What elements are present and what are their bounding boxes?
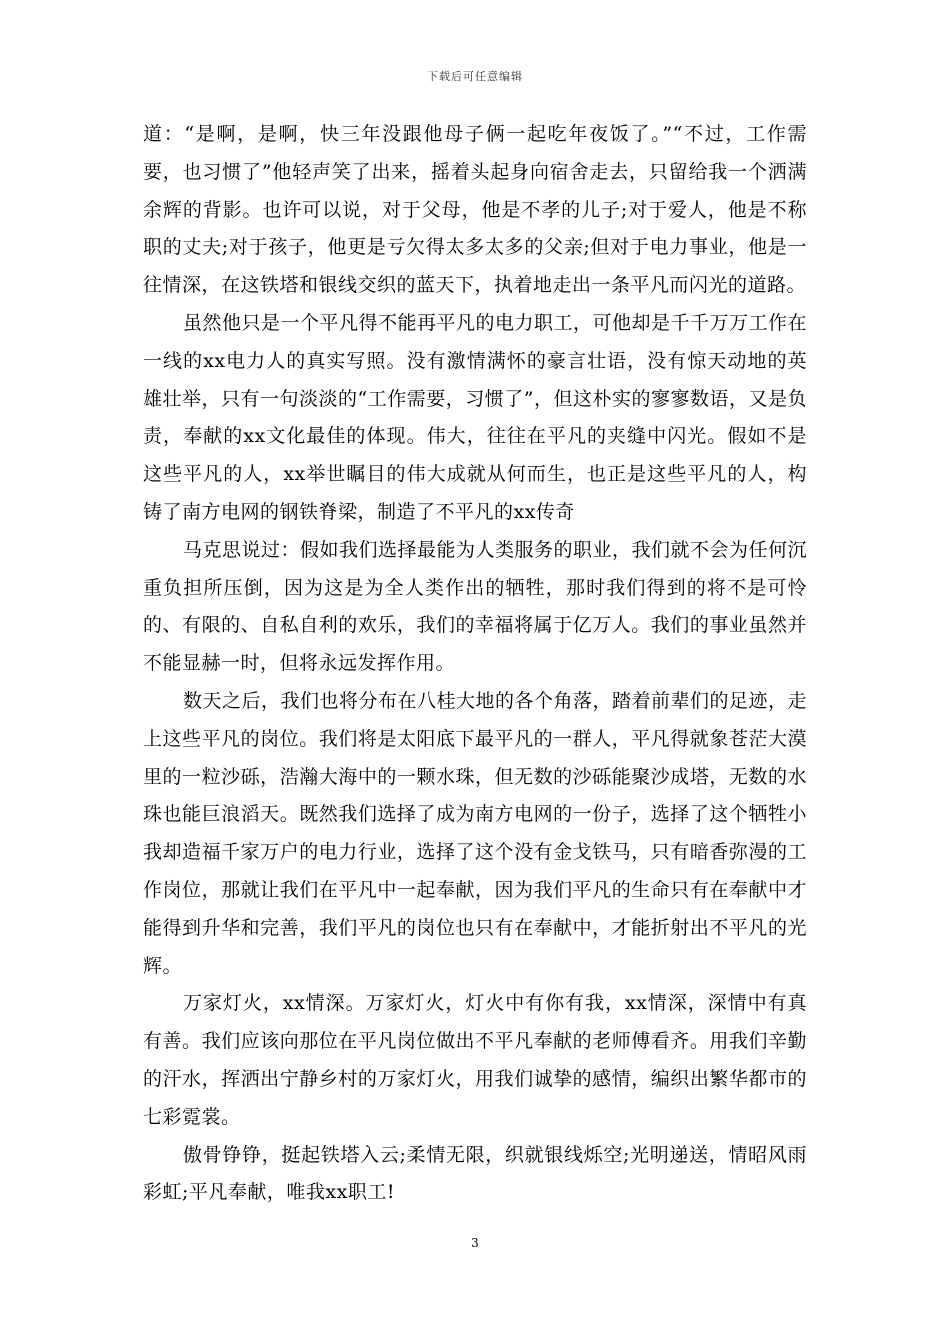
page-number: 3: [471, 1236, 479, 1250]
paragraph: 数天之后，我们也将分布在八桂大地的各个角落，踏着前辈们的足迹，走上这些平凡的岗位。我们将是太阳底下最平凡的一群人，平凡得就象苍茫大漠里的一粒沙砾，浩瀚大海中的一颗水珠，但无数的沙砾能聚沙成塔，无数的水珠也能巨浪滔天。既然我们选择了成为南方电网的一份子，选择了这个牺牲小我却造福千家万户的电力行业，选择了这个没有金戈铁马，只有暗香弥漫的工作岗位，那就让我们在平凡中一起奉献，因为我们平凡的生命只有在奉献中才能得到升华和完善，我们平凡的岗位也只有在奉献中，才能折射出不平凡的光辉。: [143, 689, 808, 977]
paragraph: 万家灯火，xx情深。万家灯火，灯火中有你有我，xx情深，深情中有真有善。我们应该向那位在平凡岗位做出不平凡奉献的老师傅看齐。用我们辛勤的汗水，挥洒出宁静乡村的万家灯火，用我们诚挚的感情，编织出繁华都市的七彩霓裳。: [143, 992, 807, 1128]
document-body: [143, 116, 807, 1212]
paragraph: 虽然他只是一个平凡得不能再平凡的电力职工，可他却是千千万万工作在一线的xx电力人的真实写照。没有激情满怀的豪言壮语，没有惊天动地的英雄壮举，只有一句淡淡的“工作需要，习惯了”，但这朴实的寥寥数语，又是负责，奉献的xx文化最佳的体现。伟大，往往在平凡的夹缝中闪光。假如不是这些平凡的人，xx举世瞩目的伟大成就从何而生，也正是这些平凡的人，构铸了南方电网的钢铁脊梁，制造了不平凡的xx传奇: [143, 311, 808, 523]
page-header: 下载后可任意编辑: [427, 70, 523, 83]
paragraph: 傲骨铮铮，挺起铁塔入云;柔情无限，织就银线烁空;光明递送，情昭风雨彩虹;平凡奉献，唯我xx职工!: [143, 1143, 807, 1204]
paragraph-continuation: 道：“是啊，是啊，快三年没跟他母子俩一起吃年夜饭了。”“不过，工作需要，也习惯了”他轻声笑了出来，摇着头起身向宿舍走去，只留给我一个洒满余辉的背影。也许可以说，对于父母，他是不孝的儿子;对于爱人，他是不称职的丈夫;对于孩子，他更是亏欠得太多太多的父亲;但对于电力事业，他是一往情深，在这铁塔和银线交织的蓝天下，执着地走出一条平凡而闪光的道路。: [143, 123, 807, 297]
paragraph: 马克思说过：假如我们选择最能为人类服务的职业，我们就不会为任何沉重负担所压倒，因为这是为全人类作出的牺牲，那时我们得到的将不是可怜的、有限的、自私自利的欢乐，我们的幸福将属于亿万人。我们的事业虽然并不能显赫一时，但将永远发挥作用。: [143, 538, 808, 675]
